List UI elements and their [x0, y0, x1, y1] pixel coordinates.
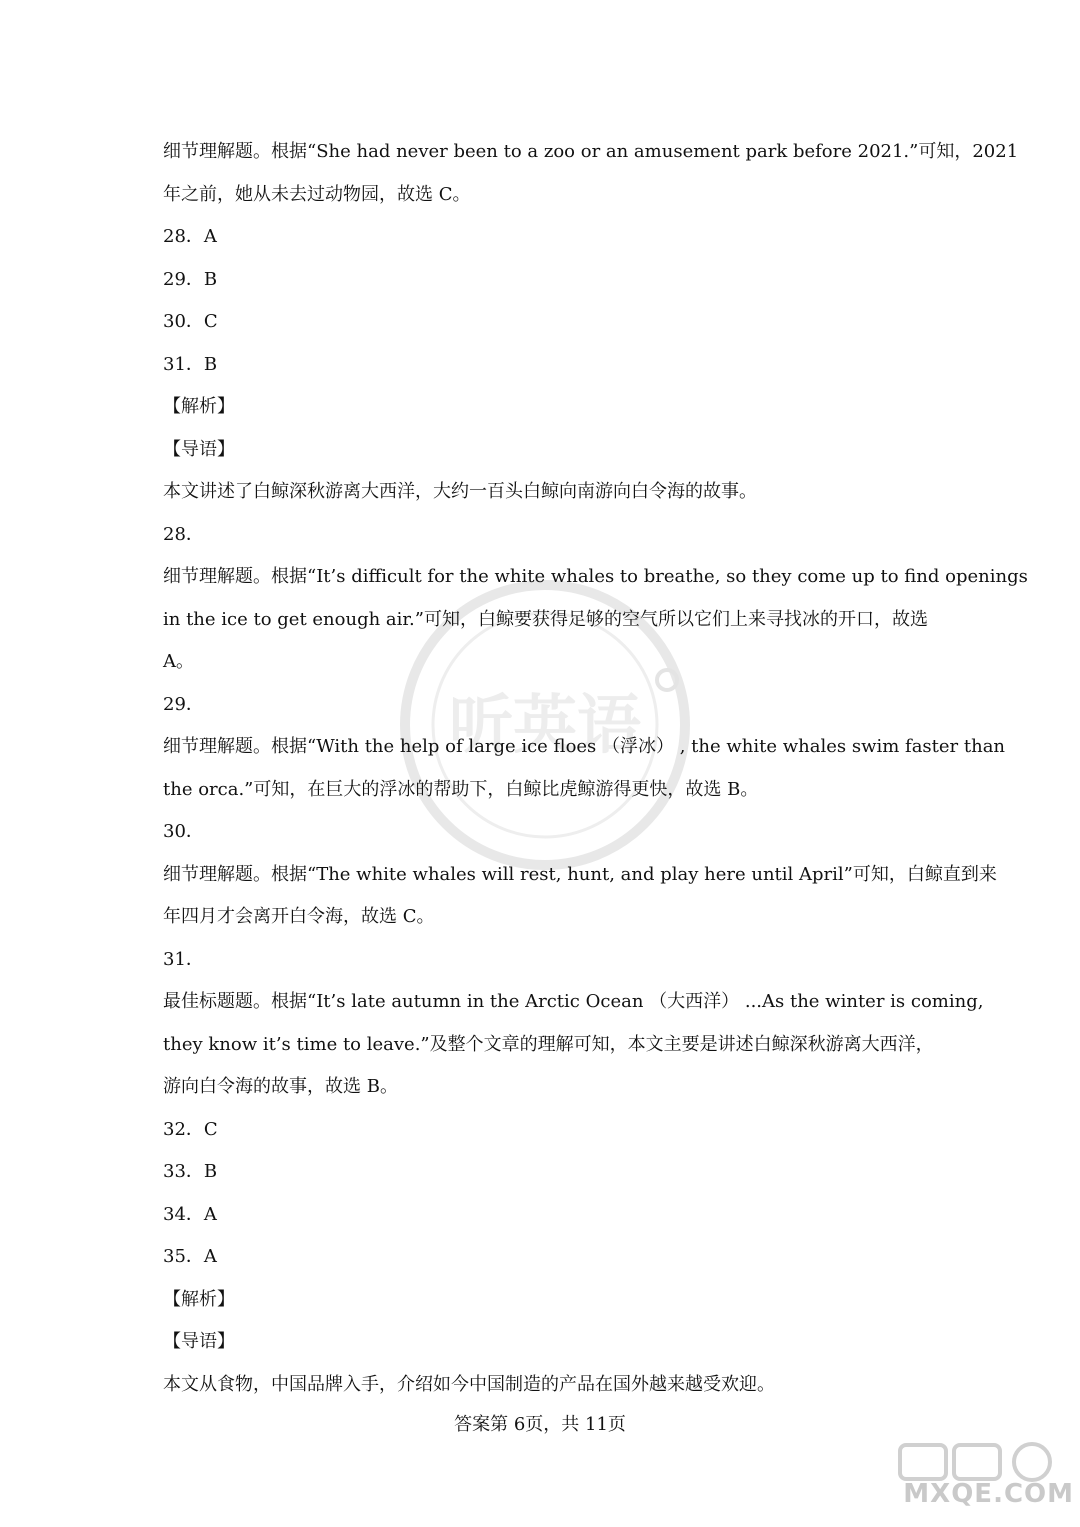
text-line: 细节理解题。根据“She had never been to a zoo or an amusement park before 2021.”可知，2021: [163, 141, 1019, 162]
text-line: they know it’s time to leave.”及整个文章的理解可知，本文主要是讲述白鲸深秋游离大西洋，: [163, 1033, 934, 1055]
text-line: 本文从食物，中国品牌入手，介绍如今中国制造的产品在国外越来越受欢迎。: [163, 1373, 775, 1395]
text-line: 年之前，她从未去过动物园，故选 C。: [163, 183, 471, 205]
text-line: 细节理解题。根据“The white whales will rest, hunt, and play here until April”可知，白鲸直到来: [163, 863, 997, 885]
section-heading: 【解析】: [163, 396, 235, 417]
text-line: in the ice to get enough air.”可知，白鲸要获得足够的空气所以它们上来寻找冰的开口，故选: [163, 608, 928, 630]
section-heading: 【导语】: [163, 438, 235, 460]
text-line: the orca.”可知，在巨大的浮冰的帮助下，白鲸比虎鲸游得更快，故选 B。: [163, 778, 759, 800]
text-line: 本文讲述了白鲸深秋游离大西洋，大约一百头白鲸向南游向白令海的故事。: [163, 481, 757, 502]
answer-item: 35．A: [163, 1246, 217, 1267]
text-line: 最佳标题题。根据“It’s late autumn in the Arctic Ocean （大西洋） ...As the winter is coming,: [163, 991, 984, 1012]
answer-item: 32．C: [163, 1118, 218, 1140]
watermark-text: 听英语: [449, 689, 641, 763]
question-number: 28．: [163, 523, 204, 545]
section-heading: 【解析】: [163, 1288, 235, 1310]
question-number: 31．: [163, 948, 204, 970]
answer-item: 31．B: [163, 353, 218, 375]
answer-item: 30．C: [163, 311, 218, 332]
site-logo-text: MXQE.COM: [903, 1479, 1074, 1509]
answer-body: [163, 131, 1028, 1406]
answer-item: 28．A: [163, 226, 217, 247]
text-line: 细节理解题。根据“It’s difficult for the white whales to breathe, so they come up to find openings: [163, 566, 1028, 587]
section-heading: 【导语】: [163, 1331, 235, 1352]
answer-item: 33．B: [163, 1161, 218, 1182]
text-line: 年四月才会离开白令海，故选 C。: [163, 906, 435, 927]
text-line: 游向白令海的故事，故选 B。: [163, 1076, 398, 1097]
answer-item: 29．B: [163, 268, 218, 290]
answer-item: 34．A: [163, 1203, 217, 1225]
page-footer: 答案第 6页，共 11页: [454, 1414, 626, 1435]
text-line: 细节理解题。根据“With the help of large ice floes （浮冰） , the white whales swim faster than: [163, 736, 1006, 757]
text-line: A。: [163, 651, 194, 672]
question-number: 30．: [163, 821, 204, 842]
question-number: 29．: [163, 693, 204, 715]
